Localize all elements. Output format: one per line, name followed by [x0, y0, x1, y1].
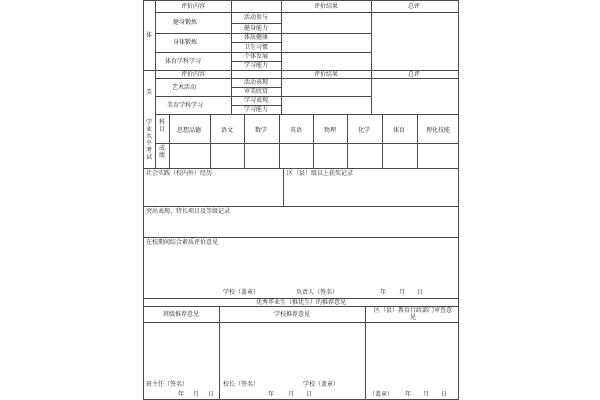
sports-header-content: 评价内容 [180, 3, 206, 10]
arts-item-label: 审美欣赏 [243, 88, 269, 95]
side-col-divider [155, 0, 156, 130]
academic-bottom-line [143, 168, 459, 169]
recommend-col-line [219, 306, 220, 400]
arts-item-label: 学习能力 [243, 106, 269, 113]
class-year: 年 [178, 391, 185, 398]
class-day: 日 [208, 391, 215, 398]
head-teacher-label: 班主任（签名） [146, 381, 189, 388]
border-left [143, 0, 144, 400]
arts-item-label: 学习表现 [243, 97, 269, 104]
academic-col-line [313, 114, 314, 168]
district-month: 月 [423, 391, 430, 398]
specialties-label: 突出表现、特长项目及等级记录 [146, 208, 231, 215]
arts-header-overall: 总评 [407, 71, 421, 78]
sports-group-label: 体育学科学习 [165, 58, 202, 65]
school-year: 年 [268, 391, 275, 398]
academic-subject: 语文 [220, 127, 234, 134]
sports-header-line [155, 12, 458, 13]
school-seal-label: 学校（盖章） [223, 289, 260, 296]
academic-row-line [155, 143, 458, 144]
awards-label: 区（县）级以上获奖记录 [287, 170, 354, 177]
recommend-col-line [365, 306, 366, 400]
academic-col-line [244, 114, 245, 168]
sports-header-overall: 总评 [407, 3, 421, 10]
comprehensive-label: 在校期间综合素质评价意见 [146, 239, 219, 246]
social-awards-divider [283, 168, 284, 206]
sports-item-label: 卫生习惯 [243, 44, 269, 51]
social-practice-label: 社会实践（校内外）经历 [146, 170, 213, 177]
academic-subject: 物理 [323, 127, 337, 134]
academic-row-grade: 成绩 [158, 145, 165, 159]
border-top [143, 0, 459, 1]
sports-item-label: 体质健康 [243, 34, 269, 41]
academic-subject: 思想品德 [176, 127, 202, 134]
sports-side-label: 体 [146, 32, 153, 39]
sports-item-line-1 [231, 23, 281, 24]
school-seal-label: 学校（盖章） [303, 381, 340, 388]
district-year: 年 [405, 391, 412, 398]
sig-day: 日 [417, 289, 424, 296]
arts-header-result: 评价结果 [313, 71, 339, 78]
arts-bottom-line [155, 114, 458, 115]
arts-group-label: 艺术活动 [172, 84, 197, 91]
recommend-class-col: 班级推荐意见 [162, 311, 200, 318]
sports-item-line-2 [231, 42, 281, 43]
academic-col-line [169, 114, 170, 168]
sports-header-result: 评价结果 [313, 3, 339, 10]
sig-year: 年 [380, 289, 387, 296]
specialties-bottom-line [143, 237, 459, 238]
school-month: 月 [288, 391, 295, 398]
academic-col-line [279, 114, 280, 168]
district-seal-label: （盖章） [369, 391, 394, 398]
academic-subject: 化学 [357, 127, 371, 134]
academic-side-label: 学业水平考试 [145, 119, 152, 161]
person-in-charge-label: 负责人（签名） [296, 289, 339, 296]
academic-col-line [382, 114, 383, 168]
academic-col-line [417, 114, 418, 168]
overall-col-left [371, 0, 372, 114]
sports-item-label: 个体发展 [243, 53, 269, 60]
academic-subject: 数学 [254, 127, 268, 134]
sig-month: 月 [399, 289, 406, 296]
principal-label: 校长（签名） [223, 381, 260, 388]
arts-item-label: 活动表现 [243, 79, 269, 86]
recommend-header-line [143, 322, 459, 323]
school-day: 日 [306, 391, 313, 398]
academic-row-subject: 科目 [158, 119, 165, 133]
sports-item-label: 健身能力 [243, 25, 269, 32]
sports-group-label: 健身锻炼 [173, 19, 198, 26]
academic-subject: 英语 [289, 127, 303, 134]
recommend-district-col: 区（县）教育行政部门审查意见 [373, 307, 452, 321]
arts-header-line [155, 78, 458, 79]
arts-side-label: 美 [146, 89, 153, 96]
arts-header-content: 评价内容 [180, 71, 206, 78]
class-month: 月 [193, 391, 200, 398]
academic-col-line [347, 114, 348, 168]
recommend-title: 优秀毕业生（推优生）的推荐意见 [255, 299, 347, 306]
academic-subject: 理化技能 [425, 127, 451, 134]
district-day: 日 [441, 391, 448, 398]
academic-subject: 体育 [392, 127, 406, 134]
academic-col-line [210, 114, 211, 168]
academic-side-divider [155, 114, 156, 168]
sports-item-label: 学习能力 [243, 62, 269, 69]
sports-group-label: 身体锻炼 [173, 39, 198, 46]
arts-group-label: 美育学科学习 [167, 102, 204, 109]
evaluation-form [143, 0, 459, 400]
social-bottom-line [143, 206, 459, 207]
recommend-school-col: 学校推荐意见 [273, 311, 311, 318]
sports-item-label: 活动参与 [243, 14, 269, 21]
border-right [458, 0, 459, 400]
